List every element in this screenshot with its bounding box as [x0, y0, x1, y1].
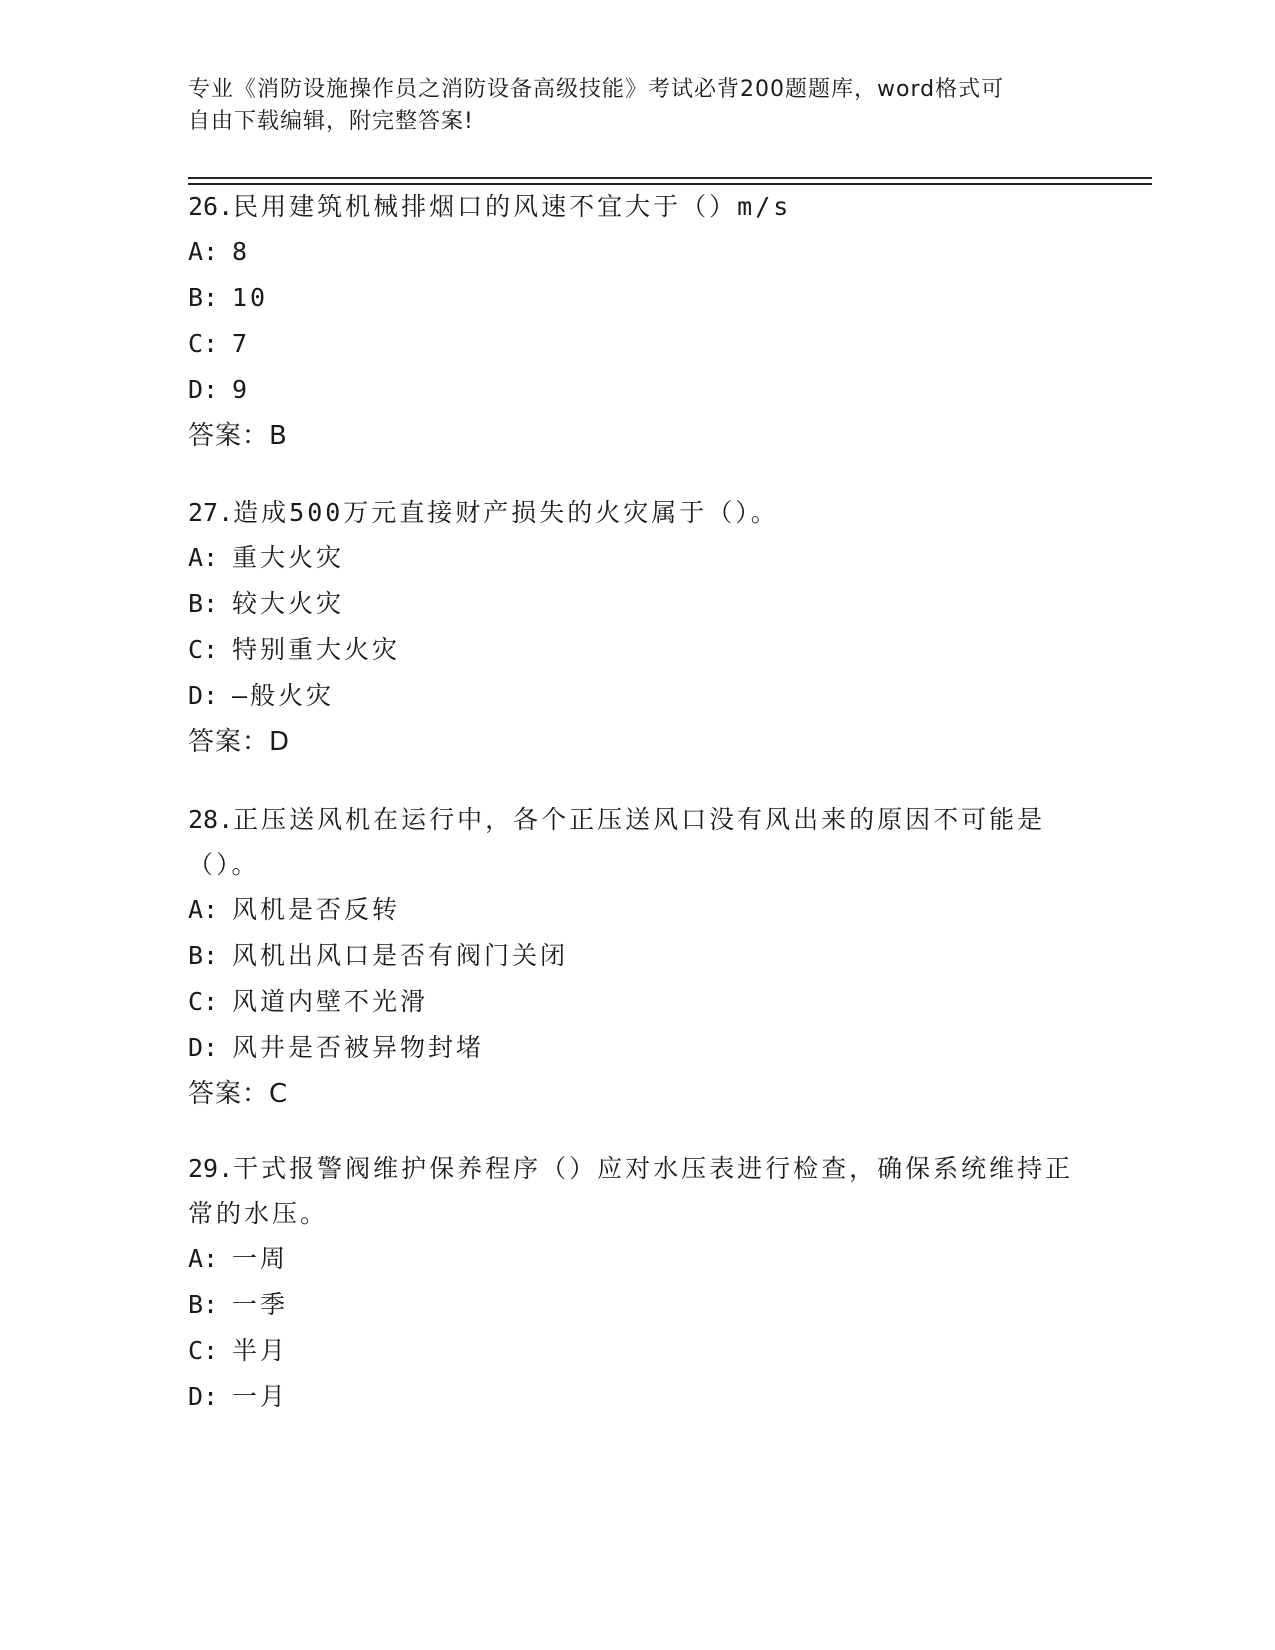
option-text: 重大火灾 — [232, 543, 345, 572]
option-a — [188, 535, 1088, 581]
option-b — [188, 581, 1088, 627]
question-27 — [188, 490, 1088, 765]
option-text: 风机是否反转 — [232, 895, 401, 924]
option-c — [188, 979, 1088, 1025]
option-label: B: — [188, 1290, 219, 1319]
option-b — [188, 1282, 1088, 1328]
option-text: 8 — [232, 237, 251, 266]
option-d — [188, 673, 1088, 719]
option-label: D: — [188, 681, 219, 710]
option-b — [188, 933, 1088, 979]
answer: 答案：D — [188, 727, 291, 757]
question-stem — [188, 490, 1088, 535]
option-text: 风机出风口是否有阀门关闭 — [232, 941, 569, 970]
option-text: 较大火灾 — [232, 589, 345, 618]
option-label: C: — [188, 1336, 219, 1365]
option-text: 一月 — [232, 1382, 289, 1411]
option-a — [188, 887, 1088, 933]
option-text: 10 — [232, 283, 269, 312]
option-text: —般火灾 — [232, 681, 335, 710]
answer: 答案：B — [188, 421, 288, 451]
option-label: B: — [188, 589, 219, 618]
question-stem — [188, 1146, 1088, 1236]
question-stem — [188, 797, 1088, 887]
option-d — [188, 1374, 1088, 1420]
option-label: D: — [188, 1382, 219, 1411]
option-a — [188, 229, 1088, 275]
answer: 答案：C — [188, 1079, 289, 1109]
question-text: 造成500万元直接财产损失的火灾属于（）。 — [233, 498, 779, 527]
option-label: B: — [188, 941, 219, 970]
option-text: 特别重大火灾 — [232, 635, 401, 664]
option-label: C: — [188, 635, 219, 664]
option-text: 7 — [232, 329, 251, 358]
question-number: 27. — [188, 498, 234, 527]
header-line-2: 自由下载编辑，附完整答案! — [188, 109, 474, 134]
option-c — [188, 321, 1088, 367]
header-divider-top — [188, 177, 1152, 179]
question-number: 29. — [188, 1154, 234, 1183]
question-number: 28. — [188, 805, 234, 834]
option-label: A: — [188, 543, 219, 572]
option-label: A: — [188, 237, 219, 266]
question-number: 26. — [188, 192, 234, 221]
option-text: 一季 — [232, 1290, 289, 1319]
option-label: A: — [188, 1244, 219, 1273]
option-text: 一周 — [232, 1244, 289, 1273]
option-c — [188, 627, 1088, 673]
document-header — [188, 74, 1088, 138]
option-text: 风道内壁不光滑 — [232, 987, 429, 1016]
option-text: 半月 — [232, 1336, 289, 1365]
question-text: 民用建筑机械排烟口的风速不宜大于（）m/s — [233, 192, 792, 221]
option-label: C: — [188, 329, 219, 358]
option-label: B: — [188, 283, 219, 312]
question-text: 正压送风机在运行中，各个正压送风口没有风出来的原因不可能是（）。 — [188, 805, 1046, 879]
question-text: 干式报警阀维护保养程序（）应对水压表进行检查，确保系统维持正常的水压。 — [188, 1154, 1074, 1228]
option-label: D: — [188, 1033, 219, 1062]
question-stem — [188, 184, 1088, 229]
option-label: D: — [188, 375, 219, 404]
option-a — [188, 1236, 1088, 1282]
header-line-1: 专业《消防设施操作员之消防设备高级技能》考试必背200题题库，word格式可 — [188, 77, 1005, 102]
question-28 — [188, 797, 1088, 1117]
question-29 — [188, 1146, 1088, 1420]
option-text: 风井是否被异物封堵 — [232, 1033, 485, 1062]
question-26 — [188, 184, 1088, 459]
option-text: 9 — [232, 375, 251, 404]
option-label: A: — [188, 895, 219, 924]
option-label: C: — [188, 987, 219, 1016]
option-c — [188, 1328, 1088, 1374]
option-d — [188, 1025, 1088, 1071]
option-b — [188, 275, 1088, 321]
option-d — [188, 367, 1088, 413]
